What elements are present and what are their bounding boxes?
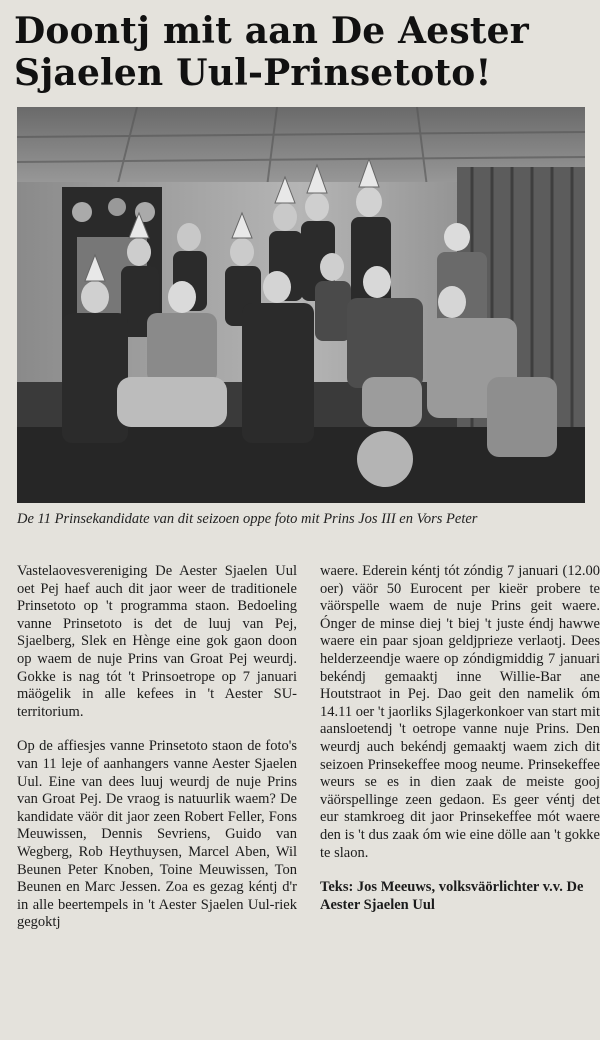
article-column-left (17, 563, 297, 949)
headline-line-2: Sjaelen Uul-Prinsetoto! (14, 52, 492, 94)
article-column-right (320, 563, 600, 931)
paragraph: waere. Ederein kéntj tót zóndig 7 januari (12.00 oer) väör 50 Eurocent per kieër probere te väörspelle waem de nuje Prins geit waere. Ónger de minse diej 't biej 't juste éndj hawwe waere ein paar sjoan geldjprieze verlaotj. Dees helderzeendje waere op zóndigmiddig 7 januari bekéndj gemaaktj inne Willie-Bar ane Houtstraot in Pej. Dao geit den namelik óm 14.11 oer 't jaorliks Sjlagerkonkoer van start mit aansloetendj 't oetrope vanne nuje Prins. Den weurdj auch bekéndj gemaaktj waem zich dit seizoen Prinsekeffee moog neume. Prinsekeffee weurs se es in dien zaak de meiste gooj väörspellinge zeen gedaon. Es geer véntj det eur stamkroeg dit jaor Prinsekeffee mót waere den is 't dus zaak óm wie eine dölle aan 't gokke te slaon. (320, 563, 600, 861)
paragraph: Op de affiesjes vanne Prinsetoto staon de foto's van 11 leje of aanhangers vanne Aester Sjaelen Uul. Eine van dees luuj weurdj de nuje Prins van Groat Pej. De vraog is natuurlik waem? De kandidate väör dit jaor zeen Robert Feller, Fons Meuwissen, Dennis Sevriens, Guido van Wegberg, Rob Heythuysen, Marcel Aben, Wil Beunen Peter Knoben, Toine Meuwissen, Ton Beunen en Marc Jessen. Zoa es gezag kéntj d'r in alle beertempels in 't Aester Sjaelen Uul-riek gegoktj (17, 738, 297, 931)
headline (14, 10, 594, 94)
author-credit: Teks: Jos Meeuws, volksväörlichter v.v. De Aester Sjaelen Uul (320, 879, 584, 913)
headline-line-1: Doontj mit aan De Aester (14, 10, 529, 52)
photo-caption: De 11 Prinsekandidate van dit seizoen oppe foto mit Prins Jos III en Vors Peter (17, 511, 478, 527)
group-photo (17, 107, 585, 503)
paragraph: Vastelaovesvereniging De Aester Sjaelen Uul oet Pej haef auch dit jaor weer de traditionele Prinsetoto op 't programma staon. Bedoeling vanne Prinsetoto is det de luuj van Pej, Sjaelberg, Slek en Hènge eine gok gaon doon op waem de nuje Prins van Groat Pej weurdj. Gokke is nag tót 't Prinsoetrope op 7 januari mäögelik in alle kefees in 't Aester SU-territorium. (17, 563, 297, 720)
